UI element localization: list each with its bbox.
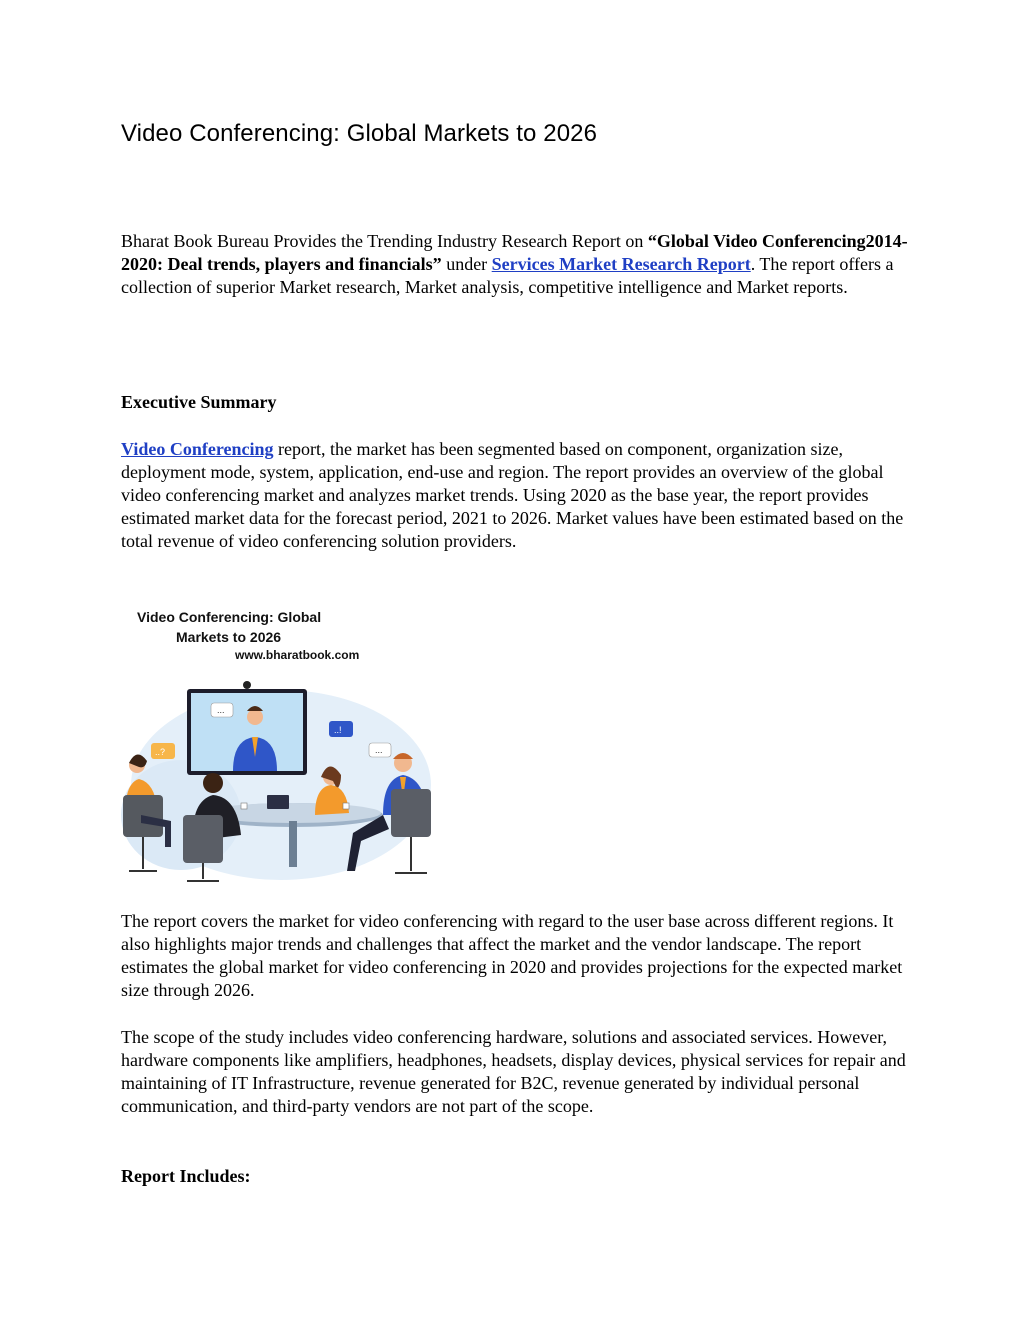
- intro-paragraph: [121, 230, 911, 299]
- intro-text-2: under: [441, 254, 492, 274]
- intro-text-3: . The report offers a collection of superior Market research, Market analysis, competitive intelligence and Market reports.: [121, 254, 894, 297]
- executive-summary-paragraph: [121, 438, 911, 553]
- bubble-3-text: ..!: [334, 725, 342, 735]
- market-coverage-paragraph: The report covers the market for video conferencing with regard to the user base across different regions. It also highlights major trends and challenges that affect the market and the vendor landscape. The report estimates the global market for video conferencing in 2020 and provides projections for the expected market size through 2026.: [121, 911, 903, 1000]
- bubble-2-text: ..?: [155, 747, 166, 757]
- bubble-1-text: ...: [217, 705, 225, 715]
- video-conferencing-link[interactable]: Video Conferencing: [121, 439, 274, 459]
- report-includes-heading: Report Includes:: [121, 1166, 251, 1186]
- scope-paragraph: The scope of the study includes video conferencing hardware, solutions and associated services. However, hardware components like amplifiers, headphones, headsets, display devices, physical services for repair and maintaining of IT Infrastructure, revenue generated for B2C, revenue generated by individual personal communication, and third-party vendors are not part of the scope.: [121, 1027, 906, 1116]
- illustration-caption-line1: Video Conferencing: Global: [137, 609, 322, 625]
- speech-bubble-1: [211, 703, 233, 717]
- executive-summary-heading: Executive Summary: [121, 392, 277, 412]
- video-conference-illustration: [121, 605, 437, 891]
- page-title: Video Conferencing: Global Markets to 2026: [121, 120, 598, 147]
- speech-bubble-4: [369, 743, 391, 757]
- services-market-research-link[interactable]: Services Market Research Report: [491, 254, 751, 274]
- illustration-caption-url: www.bharatbook.com: [235, 648, 360, 662]
- intro-text-1: Bharat Book Bureau Provides the Trending Industry Research Report on: [121, 231, 648, 251]
- report-name: “Global Video Conferencing2014-2020: Deal trends, players and financials”: [121, 231, 908, 274]
- illustration-caption-line2: Markets to 2026: [176, 629, 282, 645]
- bubble-4-text: ...: [375, 745, 383, 755]
- speech-bubble-2: [151, 743, 175, 759]
- meeting-scene-image: [121, 665, 437, 891]
- exec-text: report, the market has been segmented based on component, organization size, deployment mode, system, application, end-use and region. The report provides an overview of the global video conferencing market and analyzes market trends. Using 2020 as the base year, the report provides estimated market data for the forecast period, 2021 to 2026. Market values have been estimated based on the total revenue of video conferencing solution providers.: [121, 439, 904, 551]
- speech-bubble-3: [329, 721, 353, 737]
